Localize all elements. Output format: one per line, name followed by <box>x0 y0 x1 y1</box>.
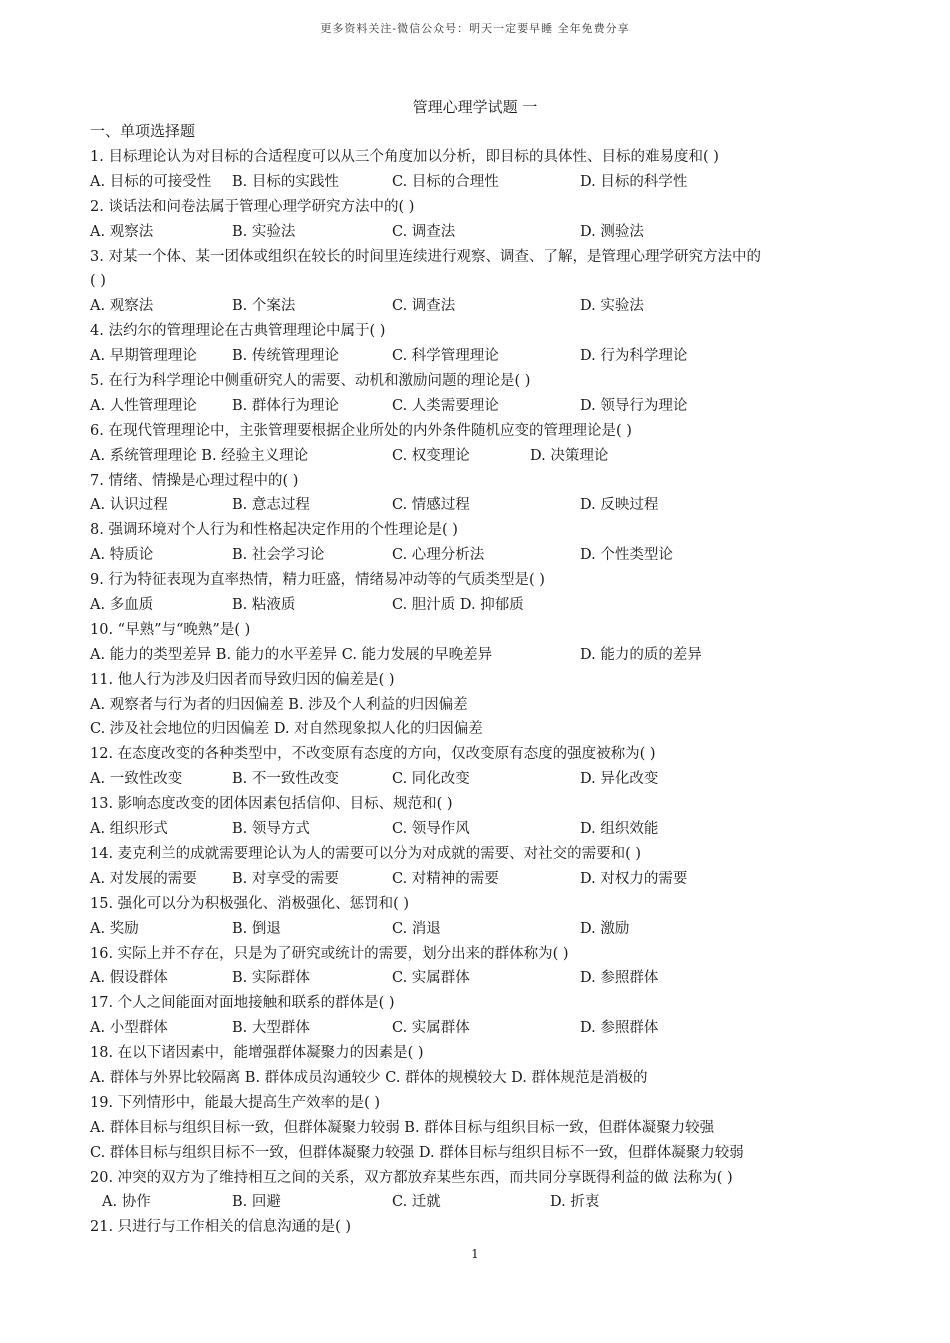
option-text: B. 目标的实践性 <box>232 173 339 190</box>
option-text: C. 对精神的需要 <box>392 870 499 887</box>
options-line <box>90 294 880 319</box>
option-text: D. 折衷 <box>550 1194 600 1211</box>
question-line: 19. 下列情形中，能最大提高生产效率的是( ) <box>90 1094 381 1111</box>
option-text: B. 意志过程 <box>232 497 310 514</box>
question-line: A. 群体与外界比较隔离 B. 群体成员沟通较少 C. 群体的规模较大 D. 群体规范是消极的 <box>90 1069 648 1086</box>
option-text: B. 社会学习论 <box>232 547 325 564</box>
option-text: A. 多血质 <box>90 597 154 614</box>
option-text: A. 观察法 <box>90 223 154 240</box>
option-text: B. 回避 <box>232 1194 281 1211</box>
question-line: 15. 强化可以分为积极强化、消极强化、惩罚和( ) <box>90 895 410 912</box>
option-text: D. 领导行为理论 <box>580 397 688 414</box>
option-text: D. 参照群体 <box>580 1020 659 1037</box>
option-text: A. 一致性改变 <box>90 771 183 788</box>
options-line <box>90 966 880 991</box>
option-text: C. 实属群体 <box>392 1020 470 1037</box>
question-line: 18. 在以下诸因素中，能增强群体凝聚力的因素是( ) <box>90 1045 424 1062</box>
options-line <box>90 917 880 942</box>
option-text: B. 大型群体 <box>232 1020 310 1037</box>
options-line <box>90 817 880 842</box>
option-text: C. 领导作风 <box>392 821 470 838</box>
option-text: B. 倒退 <box>232 920 281 937</box>
question-line: 11. 他人行为涉及归因者而导致归因的偏差是( ) <box>90 671 395 688</box>
page-title: 管理心理学试题 一 <box>412 98 538 116</box>
question-line: 13. 影响态度改变的团体因素包括信仰、目标、规范和( ) <box>90 796 453 813</box>
question-line: 21. 只进行与工作相关的信息沟通的是( ) <box>90 1219 352 1236</box>
option-text: C. 消退 <box>392 920 441 937</box>
option-text: D. 决策理论 <box>530 447 609 464</box>
option-text: D. 异化改变 <box>580 771 659 788</box>
question-line: 16. 实际上并不存在，只是为了研究或统计的需要，划分出来的群体称为( ) <box>90 945 569 962</box>
options-line <box>90 344 880 369</box>
options-line <box>90 220 880 245</box>
option-text: C. 权变理论 <box>392 447 470 464</box>
question-line: 8. 强调环境对个人行为和性格起决定作用的个性理论是( ) <box>90 522 458 539</box>
options-line <box>90 867 880 892</box>
option-text: B. 传统管理理论 <box>232 348 339 365</box>
options-line <box>90 394 880 419</box>
option-text: C. 调查法 <box>392 223 456 240</box>
question-line: A. 观察者与行为者的归因偏差 B. 涉及个人利益的归因偏差 <box>90 696 468 713</box>
page-number: 1 <box>471 1247 479 1261</box>
option-text: A. 人性管理理论 <box>90 397 197 414</box>
option-text: A. 对发展的需要 <box>90 870 197 887</box>
option-text: B. 实际群体 <box>232 970 310 987</box>
options-line <box>90 543 880 568</box>
option-text: C. 科学管理理论 <box>392 348 499 365</box>
question-line: 12. 在态度改变的各种类型中，不改变原有态度的方向，仅改变原有态度的强度被称为( ) <box>90 746 656 763</box>
option-text: B. 实验法 <box>232 223 296 240</box>
option-text: D. 个性类型论 <box>580 547 673 564</box>
option-text: B. 群体行为理论 <box>232 397 339 414</box>
option-text: B. 领导方式 <box>232 821 310 838</box>
option-text: D. 目标的科学性 <box>580 173 688 190</box>
option-text: C. 心理分析法 <box>392 547 485 564</box>
options-line <box>90 1016 880 1041</box>
page-header: 更多资料关注-微信公众号：明天一定要早睡 全年免费分享 <box>320 22 630 35</box>
option-text: D. 能力的质的差异 <box>580 646 702 663</box>
option-text: A. 协作 <box>102 1194 151 1211</box>
question-line: 4. 法约尔的管理理论在古典管理理论中属于( ) <box>90 323 386 340</box>
question-line: A. 群体目标与组织目标一致，但群体凝聚力较弱 B. 群体目标与组织目标一致，但群体凝聚力较强 <box>90 1119 715 1136</box>
option-text: C. 同化改变 <box>392 771 470 788</box>
option-text: A. 特质论 <box>90 547 154 564</box>
question-line: 3. 对某一个体、某一团体或组织在较长的时间里连续进行观察、调查、了解，是管理心理学研究方法中的 <box>90 248 761 265</box>
option-text: C. 目标的合理性 <box>392 173 499 190</box>
option-text: D. 参照群体 <box>580 970 659 987</box>
question-line: 10. “早熟”与“晚熟”是( ) <box>90 621 251 638</box>
option-text: A. 目标的可接受性 <box>90 173 212 190</box>
question-line: 20. 冲突的双方为了维持相互之间的关系，双方都放弃某些东西，而共同分享既得利益的做 法称为( ) <box>90 1169 733 1186</box>
question-line: 9. 行为特征表现为直率热情，精力旺盛，情绪易冲动等的气质类型是( ) <box>90 572 545 589</box>
option-text: A. 假设群体 <box>90 970 168 987</box>
option-text: C. 人类需要理论 <box>392 397 499 414</box>
option-text: D. 测验法 <box>580 223 644 240</box>
question-line: 6. 在现代管理理论中，主张管理要根据企业所处的内外条件随机应变的管理理论是( ) <box>90 422 632 439</box>
option-text: A. 奖励 <box>90 920 139 937</box>
question-line: 5. 在行为科学理论中侧重研究人的需要、动机和激励问题的理论是( ) <box>90 373 531 390</box>
question-line: ( ) <box>90 273 106 290</box>
option-text: B. 对享受的需要 <box>232 870 339 887</box>
option-text: A. 认识过程 <box>90 497 168 514</box>
section-heading: 一、单项选择题 <box>90 122 196 140</box>
options-line <box>90 170 880 195</box>
option-text: B. 个案法 <box>232 298 296 315</box>
option-text: B. 粘液质 <box>232 597 296 614</box>
question-line: 17. 个人之间能面对面地接触和联系的群体是( ) <box>90 995 395 1012</box>
option-text: A. 小型群体 <box>90 1020 168 1037</box>
option-text: D. 行为科学理论 <box>580 348 688 365</box>
options-line <box>90 444 880 469</box>
question-line: 1. 目标理论认为对目标的合适程度可以从三个角度加以分析，即目标的具体性、目标的难易度和( ) <box>90 149 719 165</box>
option-text: A. 系统管理理论 B. 经验主义理论 <box>90 447 309 464</box>
options-line <box>90 593 880 618</box>
option-text: A. 组织形式 <box>90 821 168 838</box>
option-text: A. 早期管理理论 <box>90 348 197 365</box>
question-line: 2. 谈话法和问卷法属于管理心理学研究方法中的( ) <box>90 198 415 215</box>
option-text: D. 实验法 <box>580 298 644 315</box>
option-text: C. 迁就 <box>392 1194 441 1211</box>
question-line: C. 涉及社会地位的归因偏差 D. 对自然现象拟人化的归因偏差 <box>90 721 483 738</box>
options-line <box>90 1190 880 1215</box>
options-line <box>90 767 880 792</box>
option-text: C. 胆汁质 D. 抑郁质 <box>392 597 524 614</box>
option-text: C. 情感过程 <box>392 497 470 514</box>
question-list <box>90 145 880 1240</box>
option-text: A. 观察法 <box>90 298 154 315</box>
question-line: 14. 麦克利兰的成就需要理论认为人的需要可以分为对成就的需要、对社交的需要和( ) <box>90 845 642 862</box>
options-line <box>90 643 880 668</box>
option-text: B. 不一致性改变 <box>232 771 339 788</box>
question-line: C. 群体目标与组织目标不一致，但群体凝聚力较强 D. 群体目标与组织目标不一致，但群体凝聚力较弱 <box>90 1144 744 1161</box>
option-text: C. 调查法 <box>392 298 456 315</box>
option-text: C. 实属群体 <box>392 970 470 987</box>
option-text: D. 组织效能 <box>580 821 659 838</box>
options-line <box>90 493 880 518</box>
option-text: D. 反映过程 <box>580 497 659 514</box>
question-line: 7. 情绪、情操是心理过程中的( ) <box>90 472 299 489</box>
option-text: D. 激励 <box>580 920 630 937</box>
option-text: D. 对权力的需要 <box>580 870 688 887</box>
option-text: A. 能力的类型差异 B. 能力的水平差异 C. 能力发展的早晚差异 <box>90 646 493 663</box>
